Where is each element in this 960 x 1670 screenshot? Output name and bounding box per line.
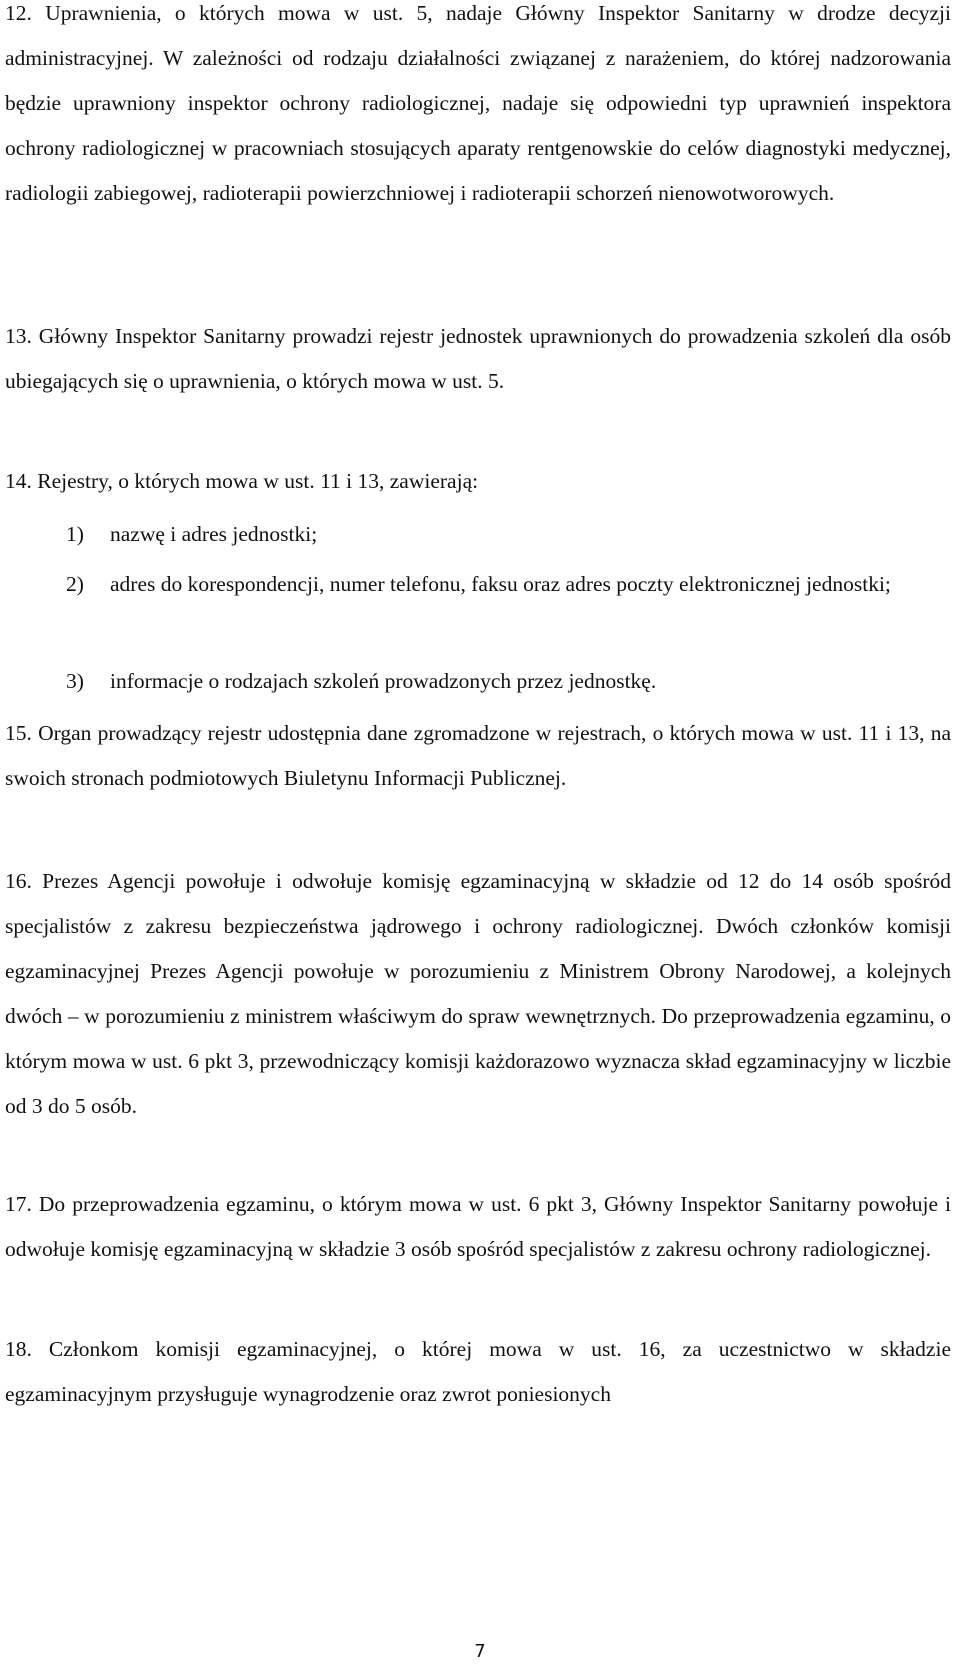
list-item xyxy=(66,562,951,607)
list-item-number: 1) xyxy=(66,522,84,546)
page-number: 7 xyxy=(474,1641,486,1662)
list-item-number: 3) xyxy=(66,669,84,693)
list-item-text: adres do korespondencji, numer telefonu, faksu oraz adres poczty elektronicznej jednostki; xyxy=(110,572,891,596)
list-item-text: informacje o rodzajach szkoleń prowadzonych przez jednostkę. xyxy=(110,669,657,693)
list-item-number: 2) xyxy=(66,572,84,596)
list-item-text: nazwę i adres jednostki; xyxy=(110,522,318,546)
paragraph-16: 16. Prezes Agencji powołuje i odwołuje komisję egzaminacyjną w składzie od 12 do 14 osób spośród specjalistów z zakresu bezpieczeństwa jądrowego i ochrony radiologicznej. Dwóch członków komisji egzaminacyjnej Prezes Agencji powołuje w porozumieniu z Ministrem Obrony Narodowej, a kolejnych dwóch – w porozumieniu z ministrem właściwym do spraw wewnętrznych. Do przeprowadzenia egzaminu, o którym mowa w ust. 6 pkt 3, przewodniczący komisji każdorazowo wyznacza skład egzaminacyjny w liczbie od 3 do 5 osób. xyxy=(5,869,951,1118)
list-item xyxy=(66,512,951,557)
paragraph-15: 15. Organ prowadzący rejestr udostępnia dane zgromadzone w rejestrach, o których mowa w ust. 11 i 13, na swoich stronach podmiotowych Biuletynu Informacji Publicznej. xyxy=(5,721,951,790)
paragraph-14: 14. Rejestry, o których mowa w ust. 11 i 13, zawierają: xyxy=(5,469,479,493)
list-item xyxy=(66,659,951,704)
paragraph-17: 17. Do przeprowadzenia egzaminu, o którym mowa w ust. 6 pkt 3, Główny Inspektor Sanitarny powołuje i odwołuje komisję egzaminacyjną w składzie 3 osób spośród specjalistów z zakresu ochrony radiologicznej. xyxy=(5,1192,951,1261)
paragraph-18: 18. Członkom komisji egzaminacyjnej, o której mowa w ust. 16, za uczestnictwo w składzie egzaminacyjnym przysługuje wynagrodzenie oraz zwrot poniesionych xyxy=(5,1337,951,1406)
paragraph-13: 13. Główny Inspektor Sanitarny prowadzi rejestr jednostek uprawnionych do prowadzenia szkoleń dla osób ubiegających się o uprawnienia, o których mowa w ust. 5. xyxy=(5,324,951,393)
paragraph-12: 12. Uprawnienia, o których mowa w ust. 5, nadaje Główny Inspektor Sanitarny w drodze decyzji administracyjnej. W zależności od rodzaju działalności związanej z narażeniem, do której nadzorowania będzie uprawniony inspektor ochrony radiologicznej, nadaje się odpowiedni typ uprawnień inspektora ochrony radiologicznej w pracowniach stosujących aparaty rentgenowskie do celów diagnostyki medycznej, radiologii zabiegowej, radioterapii powierzchniowej i radioterapii schorzeń nienowotworowych. xyxy=(5,1,951,205)
